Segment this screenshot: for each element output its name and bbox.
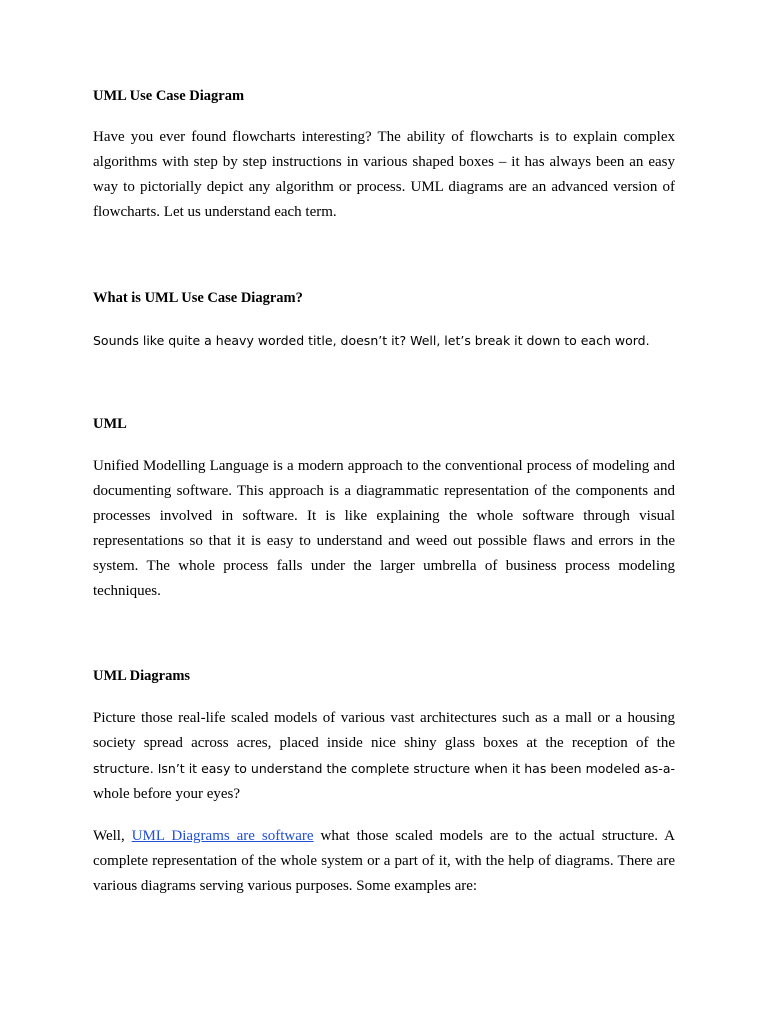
paragraph-1-text-sans: structure. Isn’t it easy to understand the complete structure when it has been modeled as-a- (93, 761, 675, 776)
section-body-what-is: Sounds like quite a heavy worded title, doesn’t it? Well, let’s break it down to each word. (93, 333, 650, 348)
paragraph-2-prefix: Well, (93, 828, 132, 844)
section-heading-what-is: What is UML Use Case Diagram? (93, 290, 303, 306)
paragraph-1-text-end: whole before your eyes? (93, 786, 241, 802)
uml-diagrams-software-link[interactable]: UML Diagrams are software (131, 828, 314, 844)
section-heading-uml-diagrams: UML Diagrams (93, 668, 191, 684)
section-heading-uml: UML (93, 416, 127, 432)
document-title: UML Use Case Diagram (93, 88, 245, 104)
paragraph-1-text-start: Picture those real-life scaled models of various vast architectures such as a mall or a housing society spread across acres, placed inside nice shiny glass boxes at the reception of the (93, 710, 675, 751)
intro-paragraph: Have you ever found flowcharts interesting? The ability of flowcharts is to explain complex algorithms with step by step instructions in various shaped boxes – it has always been an easy way to pictorially depict any algorithm or process. UML diagrams are an advanced version of flowcharts. Let us understand each term. (93, 129, 675, 220)
paragraph-2-rest: what those scaled models are to the actual structure. A complete representation of the whole system or a part of it, with the help of diagrams. There are various diagrams serving various purposes. Some examples are: (93, 828, 675, 894)
uml-diagrams-paragraph-2 (93, 824, 675, 899)
section-body-uml: Unified Modelling Language is a modern approach to the conventional process of modeling and documenting software. This approach is a diagrammatic representation of the components and processes involved in software. It is like explaining the whole software through visual representations so that it is easy to understand and weed out possible flaws and errors in the system. The whole process falls under the larger umbrella of business process modeling techniques. (93, 458, 675, 599)
uml-diagrams-paragraph-1 (93, 706, 675, 807)
